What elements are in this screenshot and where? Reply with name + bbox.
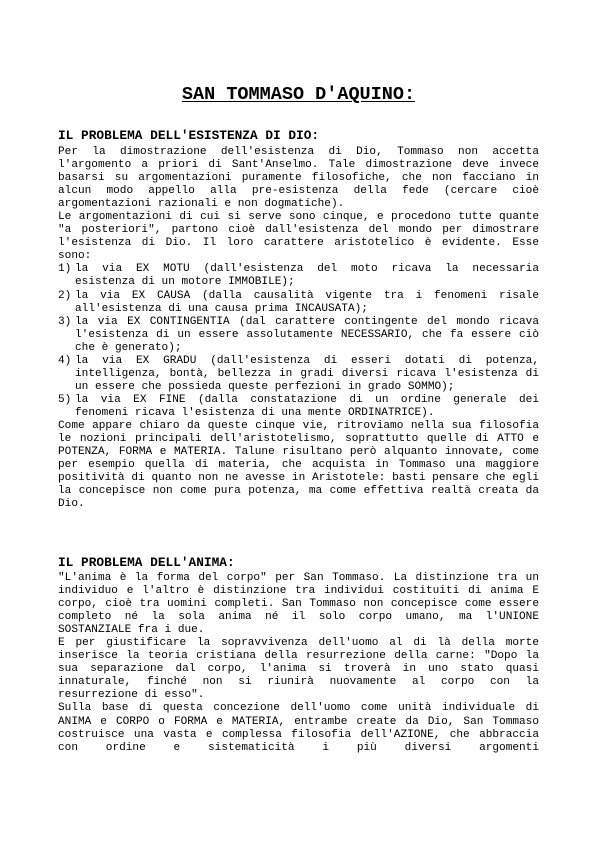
paragraph: Sulla base di questa concezione dell'uomo come unità individuale di ANIMA e CORPO o FORMA e MATERIA, entrambe create da Dio, San Tommaso costruisce una vasta e complessa filosofia dell'AZIONE, che abbraccia con ordine e sistematicità i più diversi argomenti [58,702,539,754]
list-item-text: la via EX GRADU (dall'esistenza di esseri dotati di potenza, intelligenza, bontà, bellezza in gradi diversi ricava l'esistenza di un essere che possieda queste perfezioni in grado SOMMO); [75,354,539,393]
list-item [58,290,539,316]
list-item-text: la via EX MOTU (dall'esistenza del moto ricava la necessaria esistenza di un motore IMMOBILE); [75,263,539,289]
list-item-text: la via EX CONTINGENTIA (dal carattere contingente del mondo ricava l'esistenza di un essere assolutamente NECESSARIO, che fa essere ciò che è generato); [75,315,539,354]
paragraph: E per giustificare la sopravvivenza dell'uomo al di là della morte inserisce la teoria cristiana della resurrezione della carne: "Dopo la sua separazione dal corpo, l'anima si troverà in uno stato quasi innaturale, finché non si riunirà nuovamente al corpo con la resurrezione di esso". [58,637,539,702]
paragraph: "L'anima è la forma del corpo" per San Tommaso. La distinzione tra un individuo e l'altro è distinzione tra individui costituiti di anima E corpo, cioè tra uomini completi. San Tommaso non concepisce come essere completo né la sola anima né il solo corpo umano, ma l'UNIONE SOSTANZIALE fra i due. [58,572,539,637]
list-item [58,316,539,355]
section-heading-soul: IL PROBLEMA DELL'ANIMA: [58,555,235,570]
list-item-text: la via EX FINE (dalla constatazione di un ordine generale dei fenomeni ricava l'esistenza di una mente ORDINATRICE). [75,393,539,419]
paragraph: Le argomentazioni di cui si serve sono cinque, e procedono tutte quante "a posteriori", partono cioè dall'esistenza del mondo per dimostrare l'esistenza di Dio. Il loro carattere aristotelico è evidente. Esse sono: [58,211,539,263]
list-item [58,394,539,420]
list-item [58,263,539,289]
list-item-number: 1) [58,263,72,276]
five-ways-list [58,263,539,420]
paragraph: Per la dimostrazione dell'esistenza di Dio, Tommaso non accetta l'argomento a priori di Sant'Anselmo. Tale dimostrazione deve invece basarsi su argomentazioni puramente filosofiche, che non facciano in alcun modo appello alla pre-esistenza della fede (cercare cioè argomentazioni razionali e non dogmatiche). [58,146,539,211]
list-item [58,355,539,394]
section-body-existence-of-god [58,146,539,511]
section-heading-existence-of-god: IL PROBLEMA DELL'ESISTENZA DI DIO: [58,128,320,143]
list-item-number: 3) [58,315,72,328]
page-title: SAN TOMMASO D'AQUINO: [181,84,416,105]
paragraph: Come appare chiaro da queste cinque vie, ritroviamo nella sua filosofia le nozioni principali dell'aristotelismo, soprattutto quelle di ATTO e POTENZA, FORMA e MATERIA. Talune risultano però alquanto innovate, come per esempio quella di materia, che acquista in Tommaso una maggiore positività di quanto non ne avesse in Aristotele: basti pensare che egli la concepisce non come pura potenza, ma come effettiva realtà creata da Dio. [58,419,539,511]
list-item-text: la via EX CAUSA (dalla causalità vigente tra i fenomeni risale all'esistenza di una causa prima INCAUSATA); [75,289,539,315]
list-item-number: 4) [58,354,72,367]
section-body-soul [58,572,539,755]
list-item-number: 5) [58,393,72,406]
list-item-number: 2) [58,289,72,302]
